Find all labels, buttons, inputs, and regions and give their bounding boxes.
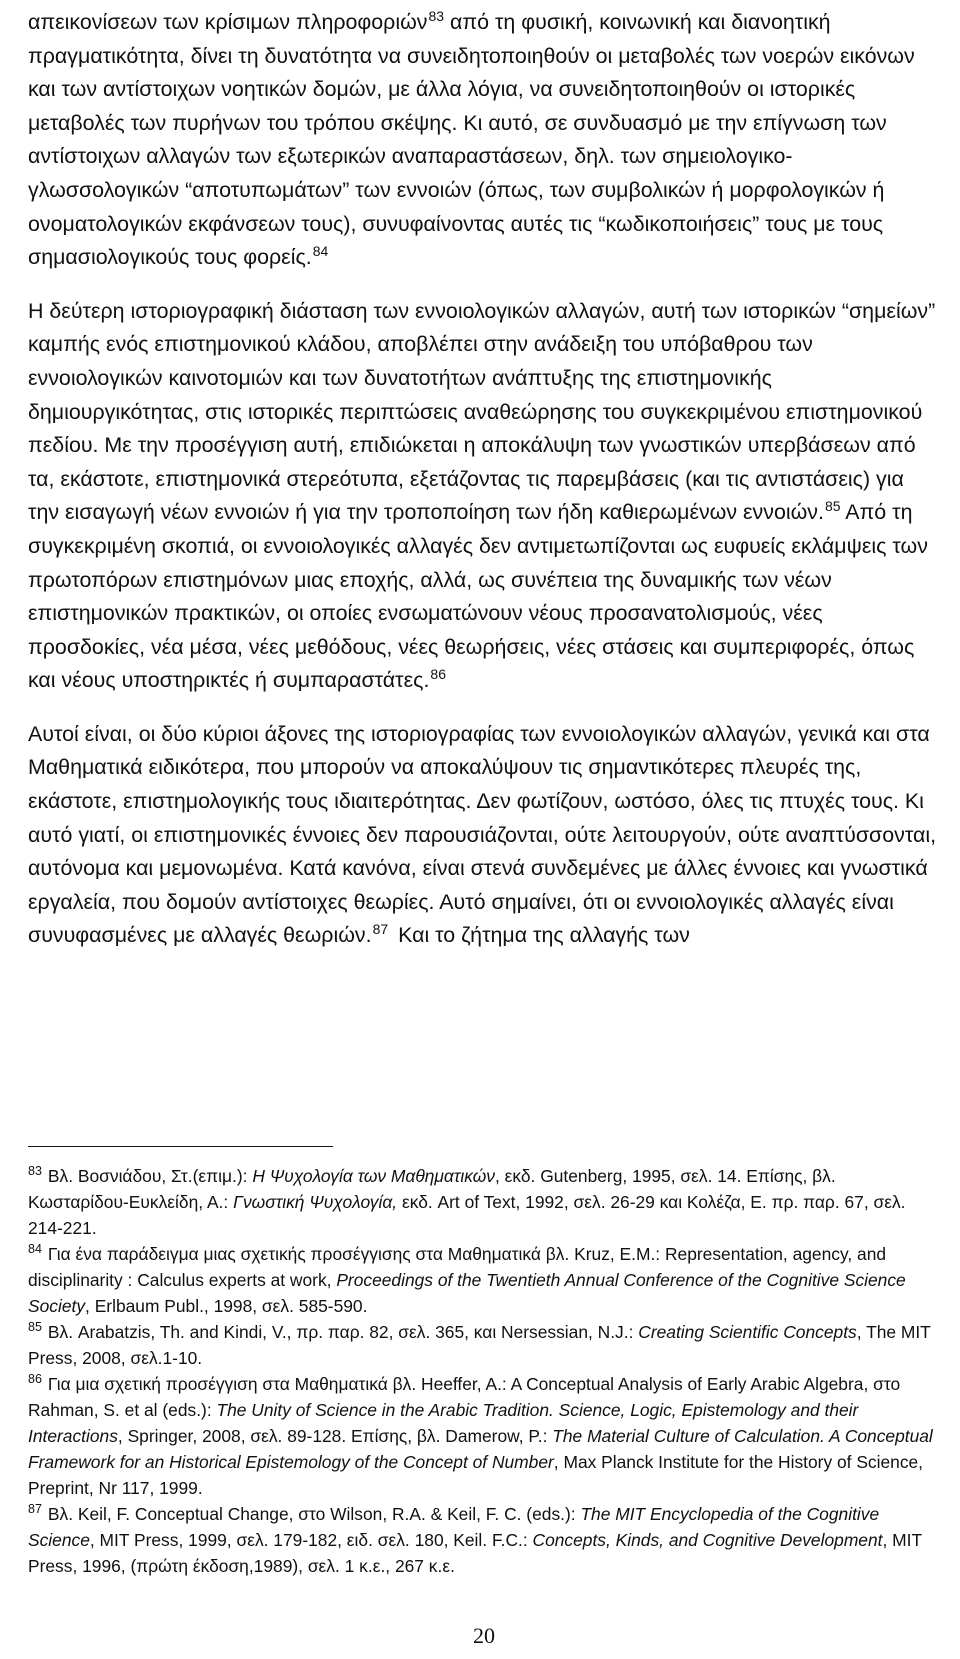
footnotes-section (28, 1163, 940, 1579)
footnote-83 (28, 1163, 940, 1241)
footnote-text: Για μια σχετική προσέγγιση στα Μαθηματικά βλ. Heeffer, A.: A Conceptual Analysis of Early Arabic Algebra, στο Rahman, S. et al (eds.): (28, 1374, 901, 1420)
footnote-reference-84[interactable]: 84 (312, 243, 329, 260)
footnote-text: , Erlbaum Publ., 1998, σελ. 585-590. (85, 1296, 368, 1316)
footnote-title: Creating Scientific Concepts (638, 1322, 857, 1342)
page-number: 20 (473, 1623, 495, 1648)
footnote-reference-83[interactable]: 83 (428, 8, 445, 24)
paragraph-text: απεικονίσεων των κρίσιμων πληροφοριών (28, 10, 428, 34)
paragraph-text: Η δεύτερη ιστοριογραφική διάσταση των εννοιολογικών αλλαγών, αυτή των ιστορικών “σημείων” καμπής ενός επιστημονικού κλάδου, αποβλέπει στην ανάδειξη του υπόβαθρου των εννοιολογικών καινοτομιών και των δυνατοτήτων ανάπτυξης της επιστημονικής δημιουργικότητας, στις ιστορικές περιπτώσεις αναθεώρησης του συγκεκριμένου επιστημονικού πεδίου. Με την προσέγγιση αυτή, επιδιώκεται η αποκάλυψη των γνωστικών υπερβάσεων από τα, εκάστοτε, επιστημονικά στερεότυπα, εξετάζοντας τις παρεμβάσεις (και τις αντιστάσεις) για την εισαγωγή νέων εννοιών ή για την τροποποίηση των ήδη καθιερωμένων εννοιών. (28, 298, 936, 525)
body-paragraph-1 (28, 6, 940, 275)
footnote-85 (28, 1319, 940, 1371)
footnote-number: 83 (28, 1164, 42, 1178)
body-paragraph-2 (28, 295, 940, 698)
footnote-title: Proceedings of the Twentieth Annual Conference of the Cognitive Science Society (28, 1270, 906, 1316)
footnote-text: Βλ. Arabatzis, Th. and Kindi, V., πρ. παρ. 82, σελ. 365, και Nersessian, N.J.: (47, 1322, 639, 1342)
footnote-84 (28, 1241, 940, 1319)
paragraph-text: από τη φυσική, κοινωνική και διανοητική πραγματικότητα, δίνει τη δυνατότητα να συνειδητοποιηθούν οι μεταβολές των νοερών εικόνων και των αντίστοιχων νοητικών δομών, με άλλα λόγια, να συνειδητοποιηθούν οι ιστορικές μεταβολές των πυρήνων του τρόπου σκέψης. Κι αυτό, σε συνδυασμό με την επίγνωση των αντίστοιχων αλλαγών των εξωτερικών αναπαραστάσεων, δηλ. των σημειολογικο-γλωσσολογικών “αποτυπωμάτων” των εννοιών (όπως, των συμβολικών ή μορφολογικών ή ονοματολογικών εκφάνσεων τους), συνυφαίνοντας αυτές τις “κωδικοποιήσεις” τους με τους σημασιολογικούς τους φορείς. (28, 10, 915, 270)
footnote-number: 85 (28, 1320, 42, 1334)
footnote-reference-87[interactable]: 87 (372, 921, 389, 938)
footnote-title: The Material Culture of Calculation. A Conceptual Framework for an Historical Epistemology of the Concept of Number (28, 1426, 933, 1472)
footnote-number: 84 (28, 1242, 42, 1256)
footnote-text: Βλ. Keil, F. Conceptual Change, στο Wilson, R.A. & Keil, F. C. (eds.): (47, 1504, 581, 1524)
footnote-text: , Max Planck Institute for the History of Science, Preprint, Nr 117, 1999. (28, 1452, 924, 1498)
footnote-87 (28, 1501, 940, 1579)
footnote-text: , MIT Press, 1996, (πρώτη έκδοση,1989), σελ. 1 κ.ε., 267 κ.ε. (28, 1530, 922, 1576)
footnote-reference-85[interactable]: 85 (824, 498, 841, 515)
footnote-number: 87 (28, 1502, 42, 1516)
footnote-86 (28, 1371, 940, 1501)
footnote-title: Η Ψυχολογία των Μαθηματικών (252, 1166, 495, 1186)
footnote-number: 86 (28, 1372, 42, 1386)
footnote-text: Για ένα παράδειγμα μιας σχετικής προσέγγισης στα Μαθηματικά βλ. Kruz, E.M.: Representation, agency, and disciplinarity : Calculus experts at work, (28, 1244, 887, 1290)
footnote-text: , εκδ. Gutenberg, 1995, σελ. 14. Επίσης, βλ. Κωσταρίδου-Ευκλείδη, Α.: (28, 1166, 836, 1212)
paragraph-text: Αυτοί είναι, οι δύο κύριοι άξονες της ιστοριογραφίας των εννοιολογικών αλλαγών, γενικά και στα Μαθηματικά ειδικότερα, που μπορούν να αποκαλύψουν τις σημαντικότερες πλευρές της, εκάστοτε, επιστημολογικής τους ιδιαιτερότητας. Δεν φωτίζουν, ωστόσο, όλες τις πτυχές τους. Κι αυτό γιατί, οι επιστημονικές έννοιες δεν παρουσιάζονται, ούτε λειτουργούν, ούτε αναπτύσσονται, αυτόνομα και μεμονωμένα. Κατά κανόνα, είναι στενά συνδεμένες με άλλες έννοιες και γνωστικά εργαλεία, που δομούν αντίστοιχες θεωρίες. Αυτό σημαίνει, ότι οι εννοιολογικές αλλαγές είναι συνυφασμένες με αλλαγές θεωριών. (28, 721, 937, 948)
footnote-text: Βλ. Βοσνιάδου, Στ.(επιμ.): (47, 1166, 253, 1186)
footnote-text: , Springer, 2008, σελ. 89-128. Επίσης, βλ. Damerow, P.: (117, 1426, 553, 1446)
footnote-separator (28, 1146, 333, 1147)
body-paragraph-3 (28, 718, 940, 953)
footnote-text: εκδ. Art of Text, 1992, σελ. 26-29 και Κολέζα, Ε. πρ. παρ. 67, σελ. 214-221. (28, 1192, 906, 1238)
footnote-title: The MIT Encyclopedia of the Cognitive Science (28, 1504, 880, 1550)
footnote-title: Concepts, Kinds, and Cognitive Development (532, 1530, 883, 1550)
footnote-title: The Unity of Science in the Arabic Tradition. Science, Logic, Epistemology and their Interactions (28, 1400, 859, 1446)
footnote-text: , The MIT Press, 2008, σελ.1-10. (28, 1322, 931, 1368)
paragraph-text: Και το ζήτημα της αλλαγής των (392, 923, 690, 948)
footnote-reference-86[interactable]: 86 (430, 666, 446, 683)
document-page (28, 0, 940, 1648)
footnote-text: , MIT Press, 1999, σελ. 179-182, ειδ. σελ. 180, Keil. F.C.: (89, 1530, 533, 1550)
footnote-title: Γνωστική Ψυχολογία, (233, 1192, 398, 1212)
paragraph-text: Από τη συγκεκριμένη σκοπιά, οι εννοιολογικές αλλαγές δεν αντιμετωπίζονται ως ευφυείς εκλάμψεις των πρωτοπόρων επιστημόνων μιας εποχής, αλλά, ως συνέπεια της δυναμικής των νέων επιστημονικών πρακτικών, οι οποίες ενσωματώνουν νέους προσανατολισμούς, νέες προσδοκίες, νέα μέσα, νέες μεθόδους, νέες θεωρήσεις, νέες στάσεις και συμπεριφορές, όπως και νέους υποστηρικτές ή συμπαραστάτες. (28, 500, 928, 693)
